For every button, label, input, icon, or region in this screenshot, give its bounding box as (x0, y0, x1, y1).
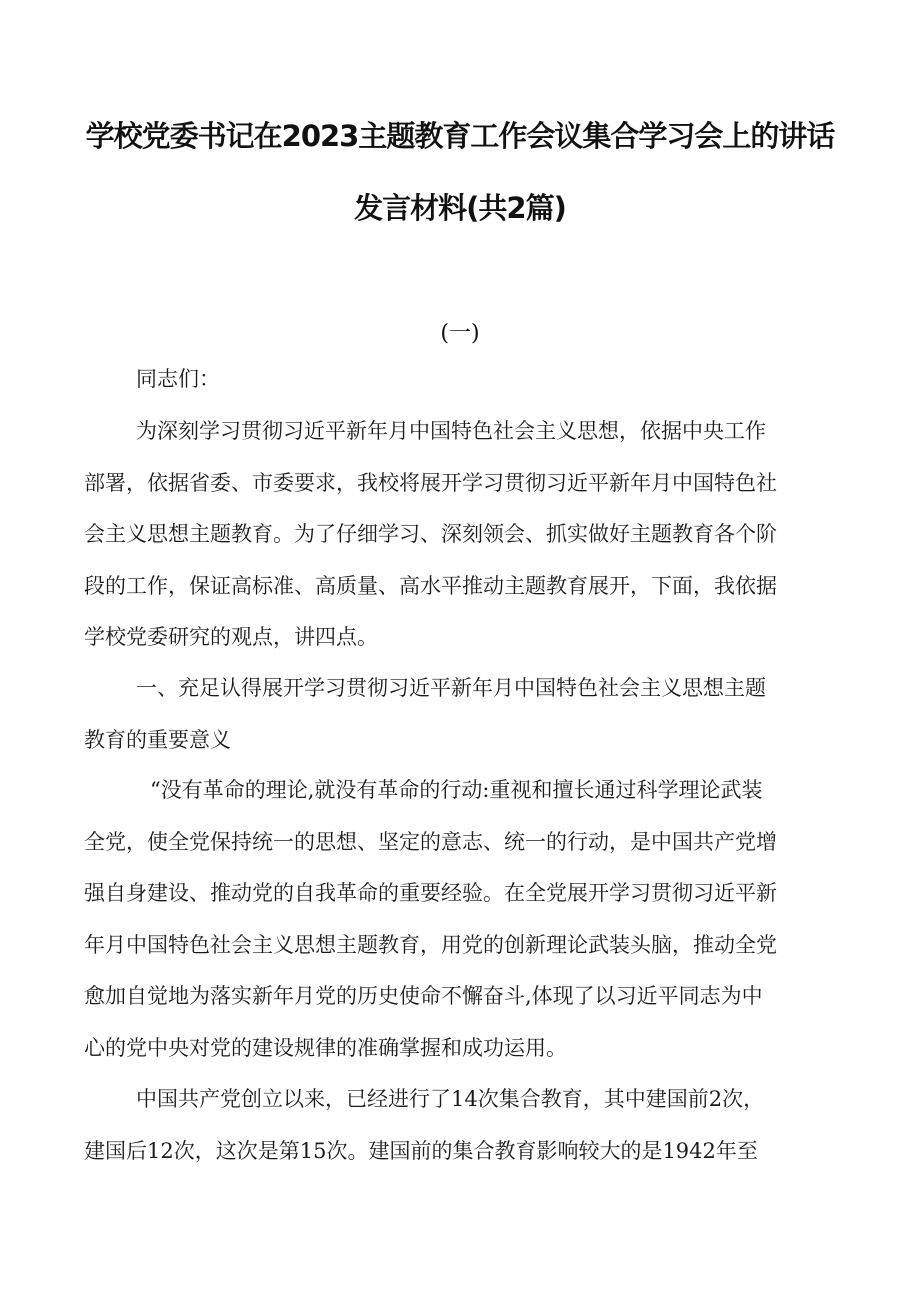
document-title-line-1: 学校党委书记在2023主题教育工作会议集合学习会上的讲话 (85, 119, 835, 153)
document-title-line-2: 发言材料(共2篇) (354, 191, 566, 225)
paragraph-1-line: 学校党委研究的观点，讲四点。 (84, 625, 378, 649)
paragraph-2 (84, 765, 836, 1074)
paragraph-2-line: 愈加自觉地为落实新年月党的历史使命不懈奋斗,体现了以习近平同志为中 (84, 984, 763, 1008)
section-heading-1-line: 一、充足认得展开学习贯彻习近平新年月中国特色社会主义思想主题 (136, 676, 766, 700)
paragraph-1-line: 为深刻学习贯彻习近平新年月中国特色社会主义思想，依据中央工作 (136, 419, 766, 443)
paragraph-2-line: 年月中国特色社会主义思想主题教育，用党的创新理论武装头脑，推动全党 (84, 932, 777, 957)
section-heading-1-line: 教育的重要意义 (84, 727, 231, 752)
paragraph-1-line: 部署，依据省委、市委要求，我校将展开学习贯彻习近平新年月中国特色社 (84, 470, 777, 495)
section-heading-1 (84, 663, 836, 766)
paragraph-2-line: 强自身建设、推动党的自我革命的重要经验。在全党展开学习贯彻习近平新 (84, 881, 777, 905)
paragraph-3-line: 中国共产党创立以来，已经进行了14次集合教育，其中建国前2次， (136, 1087, 765, 1111)
paragraph-2-line: 心的党中央对党的建设规律的准确掌握和成功运用。 (84, 1035, 567, 1060)
salutation-text: 同志们： (136, 367, 220, 391)
paragraph-1 (84, 406, 836, 664)
paragraph-1-line: 段的工作，保证高标准、高质量、高水平推动主题教育展开，下面，我依据 (84, 573, 777, 598)
paragraph-2-line: “没有革命的理论,就没有革命的行动:重视和擅长通过科学理论武装 (150, 778, 763, 802)
paragraph-2-line: 全党，使全党保持统一的思想、坚定的意志、统一的行动，是中国共产党增 (84, 829, 777, 854)
section-number: (一) (440, 321, 480, 346)
paragraph-1-line: 会主义思想主题教育。为了仔细学习、深刻领会、抓实做好主题教育各个阶 (84, 522, 777, 546)
paragraph-3 (84, 1074, 836, 1177)
salutation (84, 354, 836, 406)
paragraph-3-line: 建国后12次，这次是第15次。建国前的集合教育影响较大的是1942年至 (84, 1138, 758, 1163)
